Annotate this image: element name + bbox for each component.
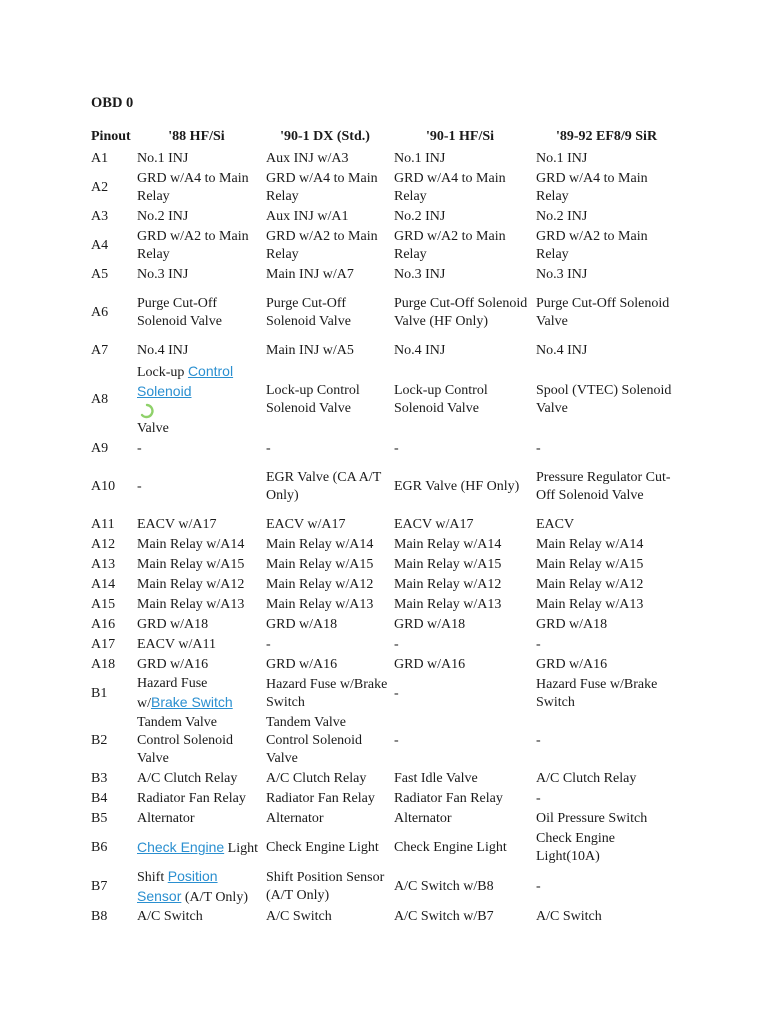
cell-text: Lock-up [137,365,188,380]
table-cell [261,227,389,265]
table-row [86,515,682,535]
keyword-link[interactable]: Check Engine [137,839,225,855]
cell-text: Radiator Fan Relay [137,791,246,806]
table-cell [132,169,261,207]
table-cell [389,575,531,595]
cell-text: Lock-up Control Solenoid Valve [266,383,360,416]
pin-cell: A3 [91,209,109,224]
table-cell [261,207,389,227]
cell-text: A/C Switch [536,909,602,924]
table-row [86,439,682,459]
header-90-1-hf-si: '90-1 HF/Si [425,128,495,144]
table-cell [389,265,531,285]
table-cell [261,459,389,515]
table-cell [531,907,682,927]
table-cell [132,635,261,655]
cell-text: Hazard Fuse w/Brake Switch [536,677,658,710]
table-cell [261,439,389,459]
cell-text: Main Relay w/A15 [137,557,245,572]
cell-text: No.4 INJ [137,343,189,358]
table-row [86,535,682,555]
table-row [86,459,682,515]
table-cell [531,769,682,789]
cell-text: Main Relay w/A14 [394,537,502,552]
cell-text: Purge Cut-Off Solenoid Valve [536,296,670,329]
cell-text: GRD w/A18 [536,617,608,632]
cell-text: GRD w/A4 to Main Relay [137,171,249,204]
cell-text: GRD w/A16 [394,657,466,672]
table-cell [531,867,682,907]
pin-cell: A17 [91,637,116,652]
table-cell [389,227,531,265]
table-cell [132,265,261,285]
header-90-1-dx: '90-1 DX (Std.) [280,128,370,144]
table-cell [389,207,531,227]
loading-spinner-icon [139,403,155,419]
cell-text: A/C Switch w/B8 [394,879,494,894]
cell-text: No.4 INJ [394,343,446,358]
table-cell [261,675,389,713]
table-cell [531,655,682,675]
table-cell [389,169,531,207]
keyword-link[interactable]: Brake Switch [151,694,233,710]
table-cell [261,169,389,207]
cell-text: No.2 INJ [394,209,446,224]
cell-text: GRD w/A2 to Main Relay [266,229,378,262]
table-cell [261,595,389,615]
cell-text: Main Relay w/A12 [266,577,374,592]
table-cell [531,227,682,265]
cell-text: - [266,441,271,456]
cell-text: (A/T Only) [181,890,248,905]
keyword-link[interactable]: Control Solenoid [137,363,234,399]
table-row [86,149,682,169]
cell-text: - [536,791,541,806]
table-row [86,265,682,285]
cell-text: Alternator [137,811,195,826]
cell-text: Light [224,841,259,856]
pin-cell: A1 [91,151,109,166]
pin-cell: B1 [91,686,108,701]
cell-text: Lock-up Control Solenoid Valve [394,383,488,416]
table-cell [531,675,682,713]
table-cell [531,149,682,169]
table-cell [531,829,682,867]
header-88-hf-si: '88 HF/Si [168,128,225,144]
pin-cell: A11 [91,517,115,532]
cell-text: Main Relay w/A12 [394,577,502,592]
cell-text: A/C Switch [266,909,332,924]
table-cell [389,675,531,713]
cell-text: EACV [536,517,575,532]
cell-text: EGR Valve (CA A/T Only) [266,470,381,503]
table-cell [389,341,531,361]
cell-text: Shift [137,870,168,885]
table-cell [389,535,531,555]
table-cell [531,713,682,769]
cell-text: - [394,637,399,652]
table-row [86,635,682,655]
table-cell [132,439,261,459]
cell-text: Spool (VTEC) Solenoid Valve [536,383,672,416]
cell-text: A/C Clutch Relay [536,771,637,786]
table-row [86,809,682,829]
table-row [86,361,682,439]
table-cell [531,535,682,555]
cell-text: Main INJ w/A7 [266,267,354,282]
cell-text: Fast Idle Valve [394,771,478,786]
table-cell [132,713,261,769]
table-cell [531,169,682,207]
table-cell [531,595,682,615]
cell-text: Check Engine Light [394,840,507,855]
table-row [86,713,682,769]
table-row [86,227,682,265]
cell-text: Alternator [266,811,324,826]
table-cell [261,555,389,575]
table-cell [132,655,261,675]
table-cell [389,555,531,575]
cell-text: GRD w/A4 to Main Relay [536,171,648,204]
table-cell [261,515,389,535]
cell-text: No.1 INJ [536,151,588,166]
cell-text: GRD w/A4 to Main Relay [266,171,378,204]
pin-cell: A12 [91,537,116,552]
table-cell [531,459,682,515]
table-cell [389,713,531,769]
table-row [86,867,682,907]
cell-text: Purge Cut-Off Solenoid Valve [266,296,351,329]
pin-cell: A2 [91,180,109,195]
table-row [86,769,682,789]
cell-text: No.2 INJ [137,209,189,224]
cell-text: Aux INJ w/A1 [266,209,349,224]
table-cell [389,907,531,927]
cell-text: No.2 INJ [536,209,588,224]
table-cell [132,535,261,555]
table-cell [389,789,531,809]
cell-text: Check Engine Light [266,840,379,855]
cell-text: Main Relay w/A14 [536,537,644,552]
cell-text: - [394,686,399,701]
table-cell [132,555,261,575]
pin-cell: B7 [91,879,108,894]
cell-text: Main Relay w/A12 [137,577,245,592]
pin-cell: A14 [91,577,116,592]
table-row [86,575,682,595]
table-cell [389,439,531,459]
table-cell [261,265,389,285]
table-cell [531,809,682,829]
cell-text: Purge Cut-Off Solenoid Valve [137,296,222,329]
cell-text: - [266,637,271,652]
table-cell [132,615,261,635]
table-cell [261,769,389,789]
table-cell [132,789,261,809]
cell-text: Alternator [394,811,452,826]
cell-text: - [536,637,541,652]
table-row [86,675,682,713]
cell-text: Main Relay w/A14 [137,537,245,552]
cell-text: - [137,479,142,494]
cell-text: Main Relay w/A14 [266,537,374,552]
document-title: OBD 0 [91,95,134,111]
cell-text: Main Relay w/A12 [536,577,644,592]
cell-text: Main Relay w/A13 [394,597,502,612]
table-cell [531,615,682,635]
cell-text: Purge Cut-Off Solenoid Valve (HF Only) [394,296,528,329]
cell-text: No.3 INJ [394,267,446,282]
table-cell [261,829,389,867]
table-cell [531,555,682,575]
table-cell [261,615,389,635]
cell-text: Main Relay w/A13 [137,597,245,612]
cell-text: Aux INJ w/A3 [266,151,349,166]
cell-text: Pressure Regulator Cut-Off Solenoid Valve [536,470,671,503]
pin-cell: A13 [91,557,116,572]
table-cell [531,575,682,595]
cell-text: - [394,441,399,456]
table-cell [132,809,261,829]
cell-text: Main Relay w/A15 [394,557,502,572]
cell-text: Tandem Valve Control Solenoid Valve [137,715,234,766]
table-cell [132,595,261,615]
table-cell [389,655,531,675]
table-cell [531,789,682,809]
cell-text: Main Relay w/A13 [266,597,374,612]
table-cell [132,575,261,595]
cell-text: Main Relay w/A13 [536,597,644,612]
table-cell [261,575,389,595]
table-cell [132,227,261,265]
pin-cell: B4 [91,791,108,806]
cell-text: EACV w/A11 [137,637,216,652]
cell-text: GRD w/A2 to Main Relay [536,229,648,262]
table-cell [132,829,261,867]
table-cell [132,907,261,927]
cell-text: EGR Valve (HF Only) [394,479,520,494]
table-row [86,655,682,675]
table-cell [261,867,389,907]
pin-cell: A18 [91,657,116,672]
pin-cell: A15 [91,597,116,612]
table-cell [261,789,389,809]
table-row [86,907,682,927]
table-cell [261,809,389,829]
cell-text: GRD w/A16 [137,657,209,672]
table-cell [132,867,261,907]
table-row [86,789,682,809]
pinout-table [86,124,682,927]
cell-text: Check Engine Light(10A) [536,831,615,864]
pin-cell: B3 [91,771,108,786]
table-cell [389,459,531,515]
table-cell [531,207,682,227]
table-row [86,555,682,575]
cell-text: - [137,441,142,456]
table-row [86,207,682,227]
table-row [86,169,682,207]
cell-text: EACV w/A17 [266,517,346,532]
table-cell [261,535,389,555]
cell-text: Oil Pressure Switch [536,811,648,826]
table-cell [389,361,531,439]
table-cell [261,655,389,675]
table-cell [132,207,261,227]
table-cell [389,615,531,635]
table-cell [531,265,682,285]
table-cell [132,149,261,169]
cell-text: EACV w/A17 [137,517,217,532]
cell-text: - [536,879,541,894]
pin-cell: B5 [91,811,108,826]
header-89-92-ef8-9-sir: '89-92 EF8/9 SiR [555,128,658,144]
cell-text: Radiator Fan Relay [394,791,503,806]
pin-cell: A4 [91,238,109,253]
cell-text: Tandem Valve Control Solenoid Valve [266,715,363,766]
table-cell [389,769,531,789]
cell-text: No.1 INJ [394,151,446,166]
cell-text: GRD w/A4 to Main Relay [394,171,506,204]
pin-cell: A5 [91,267,109,282]
table-row [86,595,682,615]
cell-text: GRD w/A18 [394,617,466,632]
table-cell [261,149,389,169]
table-cell [132,515,261,535]
pin-cell: A8 [91,392,109,407]
table-cell [261,907,389,927]
pin-cell: A9 [91,441,109,456]
cell-text: GRD w/A16 [266,657,338,672]
table-cell [531,515,682,535]
cell-text: GRD w/A2 to Main Relay [394,229,506,262]
header-pinout: Pinout [91,128,131,144]
table-cell [531,635,682,655]
cell-text: Radiator Fan Relay [266,791,375,806]
cell-text: A/C Switch w/B7 [394,909,494,924]
table-cell [531,341,682,361]
table-cell [389,149,531,169]
pin-cell: B6 [91,840,108,855]
table-cell [132,285,261,341]
cell-text: No.4 INJ [536,343,588,358]
cell-text: Valve [137,421,169,436]
cell-text: No.1 INJ [137,151,189,166]
table-cell [531,439,682,459]
cell-text: No.3 INJ [536,267,588,282]
cell-text: - [536,733,541,748]
table-cell [132,769,261,789]
cell-text: Shift Position Sensor (A/T Only) [266,870,385,903]
cell-text: A/C Switch [137,909,203,924]
cell-text: Hazard Fuse w/ [137,676,208,711]
cell-text: GRD w/A16 [536,657,608,672]
table-cell [389,635,531,655]
table-cell [132,459,261,515]
table-cell [531,285,682,341]
table-cell [389,829,531,867]
table-row [86,285,682,341]
table-cell [389,285,531,341]
pinout-table-body [86,149,682,927]
cell-text: A/C Clutch Relay [266,771,367,786]
table-cell [261,713,389,769]
cell-text: A/C Clutch Relay [137,771,238,786]
table-cell [389,867,531,907]
cell-text: GRD w/A2 to Main Relay [137,229,249,262]
cell-text: Hazard Fuse w/Brake Switch [266,677,388,710]
pin-cell: B2 [91,733,108,748]
table-row [86,615,682,635]
pin-cell: A10 [91,479,116,494]
keyword-link[interactable]: Position Sensor [137,868,218,904]
pin-cell: B8 [91,909,108,924]
table-cell [389,515,531,535]
pin-cell: A16 [91,617,116,632]
table-row [86,341,682,361]
table-cell [132,675,261,713]
cell-text: Main Relay w/A15 [536,557,644,572]
cell-text: - [536,441,541,456]
pin-cell: A6 [91,305,109,320]
table-cell [261,285,389,341]
cell-text: Main Relay w/A15 [266,557,374,572]
table-cell [389,809,531,829]
cell-text: No.3 INJ [137,267,189,282]
table-row [86,829,682,867]
pin-cell: A7 [91,343,109,358]
cell-text: - [394,733,399,748]
cell-text: GRD w/A18 [266,617,338,632]
table-cell [132,341,261,361]
table-cell [389,595,531,615]
table-cell [261,341,389,361]
table-cell [261,635,389,655]
cell-text: GRD w/A18 [137,617,209,632]
table-header-row [86,124,682,149]
table-cell [261,361,389,439]
table-cell [132,361,261,439]
table-cell [531,361,682,439]
cell-text: Main INJ w/A5 [266,343,354,358]
cell-text: EACV w/A17 [394,517,474,532]
